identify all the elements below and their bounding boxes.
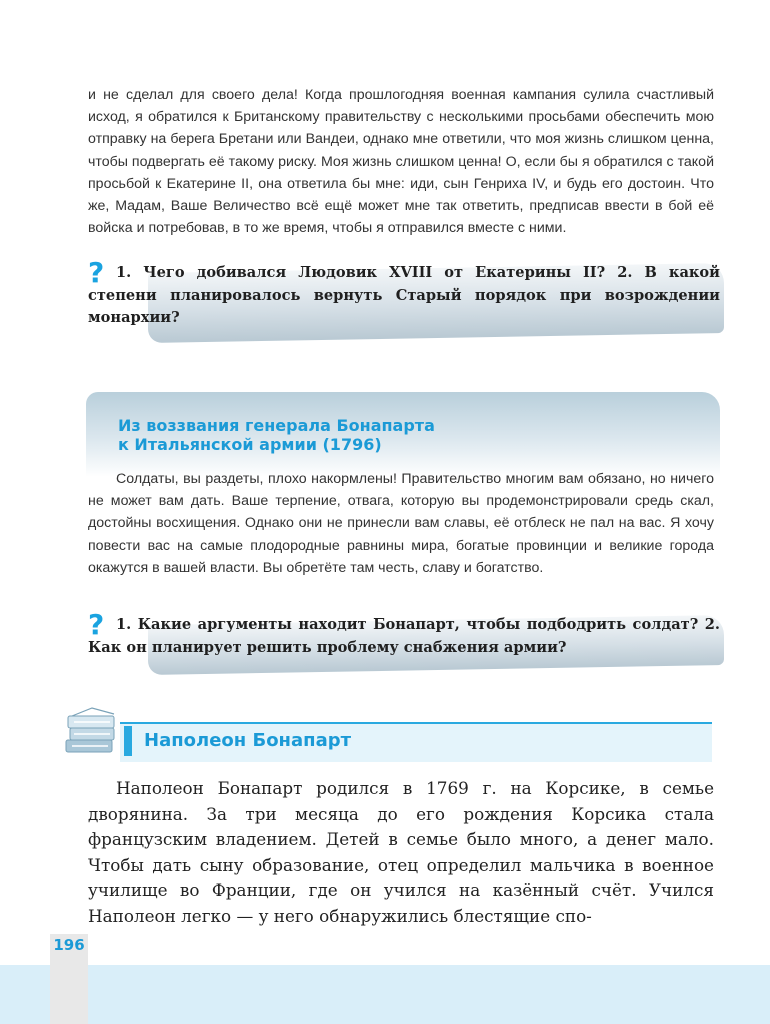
question-text xyxy=(88,262,720,330)
document-title-line-1: Из воззвания генерала Бонапарта xyxy=(118,416,435,435)
question-mark-icon: ? xyxy=(88,608,105,641)
source-excerpt-paragraph: и не сделал для своего дела! Когда прошлогодняя военная кампания сулила счастливый исход, я обратился к Британскому правительству с несколькими просьбами обеспечить мою отправку на берега Бретани или Вандеи, однако мне ответили, что моя жизнь слишком ценна, чтобы подвергать её такому риску. Моя жизнь слишком ценна! О, если бы я обратился с такой просьбой к Екатерине II, она ответила бы мне: иди, сын Генриха IV, и будь его достоин. Что же, Мадам, Ваше Величество всё ещё может мне так ответить, предписав ввести в бой её войска и потребовав, в то же время, чтобы я отправился вместе с ними. xyxy=(88,87,714,237)
section-title-tab xyxy=(124,726,132,756)
section-header xyxy=(62,704,714,756)
question-block-2 xyxy=(88,608,720,660)
question-block-1 xyxy=(88,256,720,328)
question-mark-icon: ? xyxy=(88,256,105,289)
question-text-content: 1. Чего добивался Людовик XVIII от Екатерины II? 2. В какой степени планировалось вернуть Старый порядок при возрождении монархии? xyxy=(88,264,720,327)
question-text-content: 1. Какие аргументы находит Бонапарт, чтобы подбодрить солдат? 2. Как он планирует решить проблему снабжения армии? xyxy=(88,616,720,656)
page-number: 196 xyxy=(53,936,85,954)
section-title: Наполеон Бонапарт xyxy=(144,730,352,751)
question-text xyxy=(88,614,720,659)
document-title-line-2: к Итальянской армии (1796) xyxy=(118,435,382,454)
document-excerpt-box xyxy=(88,392,720,604)
body-paragraph: Наполеон Бонапарт родился в 1769 г. на Корсике, в семье дворянина. За три месяца до его рождения Корсика стала французским владением. Детей в семье было много, а денег мало. Чтобы дать сыну образование, отец определил мальчика в военное училище во Франции, где он учился на казённый счёт. Учился Наполеон легко — у него обнаружились блестящие спо- xyxy=(88,778,714,926)
books-icon xyxy=(62,704,122,758)
footer-band xyxy=(0,965,770,1024)
document-title xyxy=(118,416,435,454)
document-text: Солдаты, вы раздеты, плохо накормлены! Правительство многим вам обязано, но ничего не может вам дать. Ваше терпение, отвага, которую вы продемонстрировали средь скал, достойны восхищения. Однако они не принесли вам славы, её отблеск не пал на вас. Я хочу повести вас на самые плодородные равнины мира, богатые провинции и великие города окажутся в вашей власти. Вы обретёте там честь, славу и богатство. xyxy=(88,471,714,576)
page-number-tab xyxy=(50,934,88,1024)
